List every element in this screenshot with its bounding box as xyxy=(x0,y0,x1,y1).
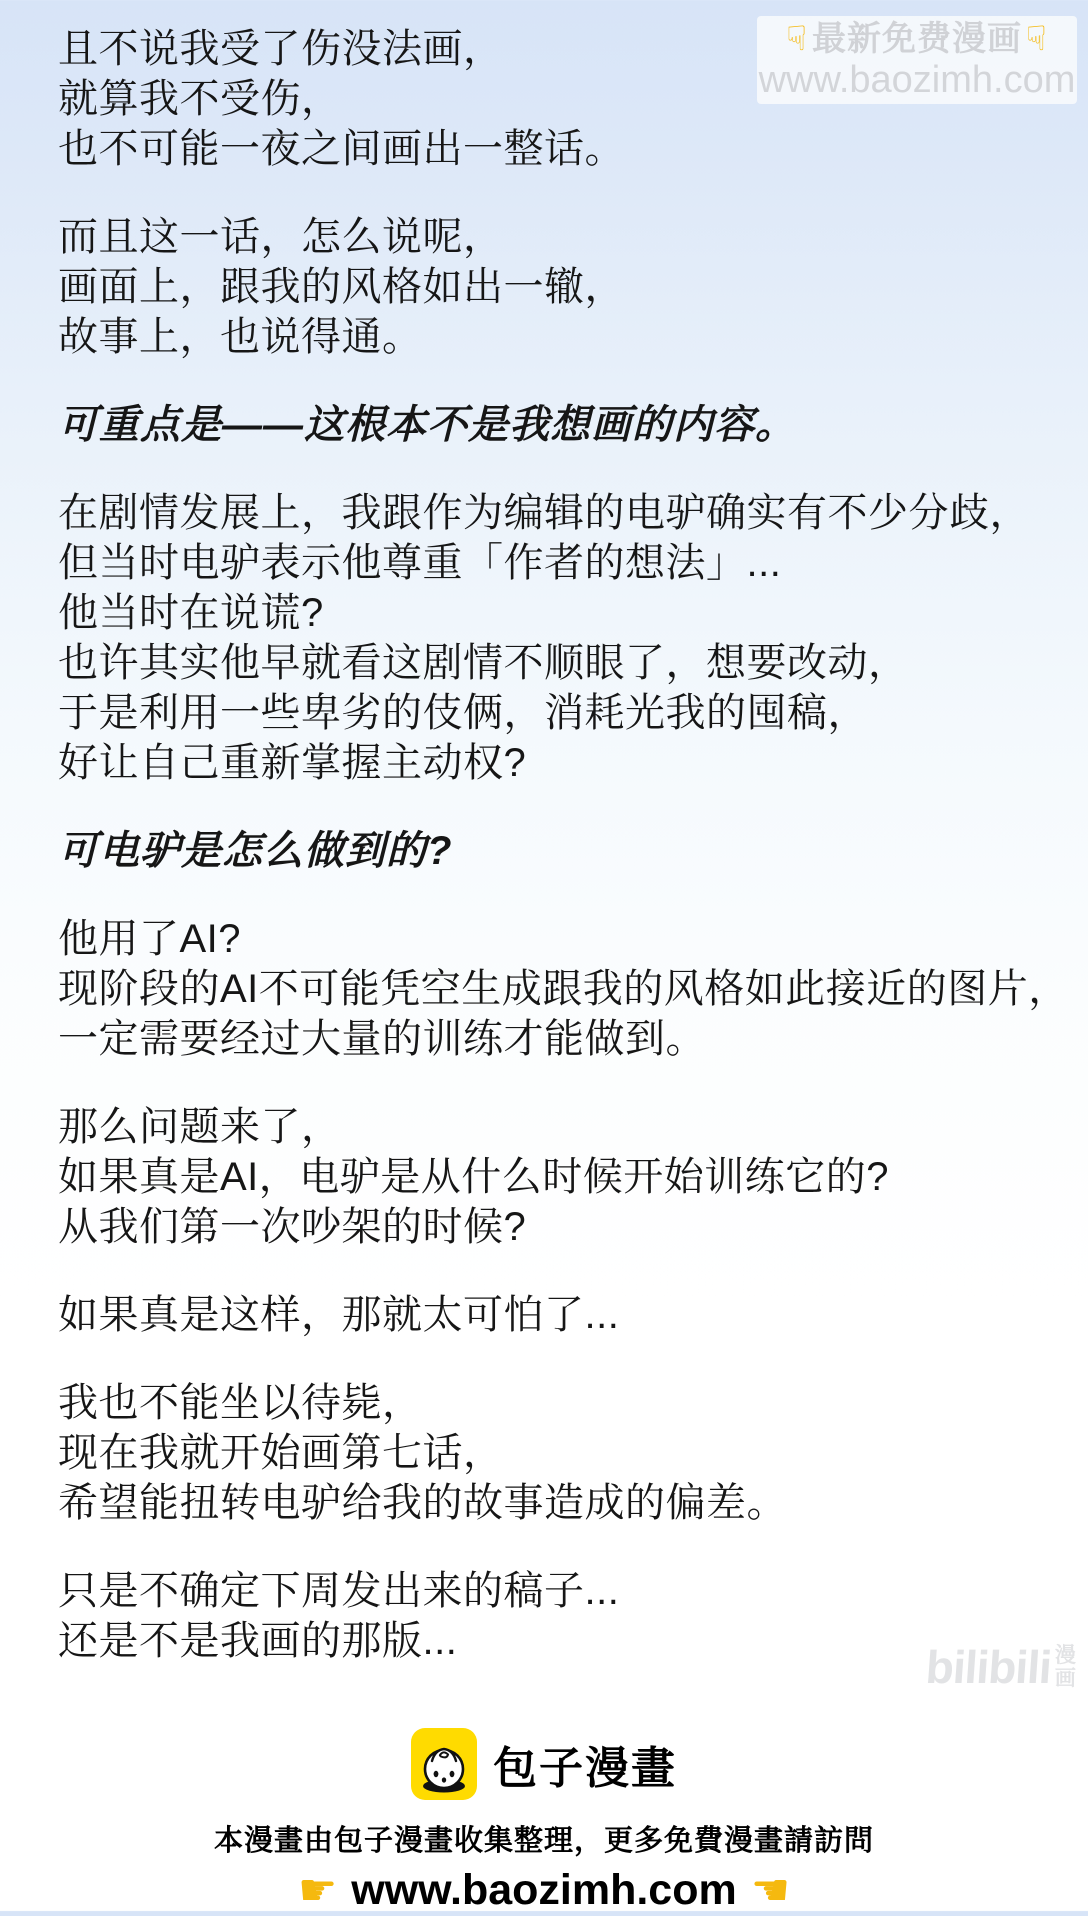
text-line: 那么问题来了， xyxy=(58,1105,342,1149)
hand-down-icon: ☟ xyxy=(786,19,808,59)
paragraph xyxy=(58,1378,1068,1528)
text-block xyxy=(58,24,1068,1704)
text-line: 我也不能坐以待毙， xyxy=(58,1381,423,1425)
hand-right-icon: ☛ xyxy=(297,1865,338,1916)
watermark-url: www.baozimh.com xyxy=(758,59,1076,101)
text-line: 如果真是AI，电驴是从什么时候开始训练它的? xyxy=(58,1155,890,1199)
baozi-logo-icon xyxy=(411,1728,477,1800)
text-line: 一定需要经过大量的训练才能做到。 xyxy=(58,1017,706,1061)
text-line: 现在我就开始画第七话， xyxy=(58,1431,504,1475)
bilibili-logo-text: bilibili xyxy=(924,1641,1053,1693)
text-line: 从我们第一次吵架的时候? xyxy=(58,1205,527,1249)
text-line: 还是不是我画的那版... xyxy=(58,1619,458,1663)
text-line: 如果真是这样，那就太可怕了... xyxy=(58,1293,620,1337)
hand-left-icon: ☚ xyxy=(750,1865,791,1916)
paragraph-emphasis xyxy=(58,826,1068,876)
paragraph xyxy=(58,1566,1068,1666)
paragraph xyxy=(58,1102,1068,1252)
text-line: 现阶段的AI不可能凭空生成跟我的风格如此接近的图片， xyxy=(58,967,1069,1011)
footer xyxy=(0,1726,1088,1916)
bilibili-manhua-char: 画 xyxy=(1054,1667,1076,1690)
text-line: 好让自己重新掌握主动权? xyxy=(58,741,527,785)
text-line: 他用了AI? xyxy=(58,917,242,961)
footer-url-row xyxy=(0,1865,1088,1916)
paragraph xyxy=(58,24,1068,174)
brand-name: 包子漫畫 xyxy=(493,1744,677,1793)
bilibili-manhua-char: 漫 xyxy=(1054,1644,1076,1667)
text-line: 也许其实他早就看这剧情不顺眼了，想要改动， xyxy=(58,641,909,685)
text-line: 画面上，跟我的风格如出一辙， xyxy=(58,265,625,309)
bilibili-watermark xyxy=(926,1640,1076,1694)
paragraph xyxy=(58,1290,1068,1340)
paragraph xyxy=(58,914,1068,1064)
paragraph-emphasis xyxy=(58,400,1068,450)
text-line: 只是不确定下周发出来的稿子... xyxy=(58,1569,620,1613)
hand-down-icon: ☟ xyxy=(1026,19,1048,59)
footer-note: 本漫畫由包子漫畫收集整理，更多免費漫畫請訪問 xyxy=(213,1825,874,1857)
text-line: 故事上，也说得通。 xyxy=(58,315,423,359)
paragraph xyxy=(58,212,1068,362)
text-line: 而且这一话，怎么说呢， xyxy=(58,215,504,259)
text-line: 在剧情发展上，我跟作为编辑的电驴确实有不少分歧， xyxy=(58,491,1030,535)
watermark-title-text: 最新免费漫画 xyxy=(812,20,1022,58)
text-line: 希望能扭转电驴给我的故事造成的偏差。 xyxy=(58,1481,787,1525)
bilibili-manhua-label xyxy=(1055,1644,1076,1690)
text-line: 且不说我受了伤没法画， xyxy=(58,27,504,71)
text-line: 就算我不受伤， xyxy=(58,77,342,121)
text-line: 但当时电驴表示他尊重「作者的想法」... xyxy=(58,541,782,585)
paragraph xyxy=(58,488,1068,788)
text-line: 于是利用一些卑劣的伎俩，消耗光我的囤稿， xyxy=(58,691,868,735)
text-line: 他当时在说谎? xyxy=(58,591,324,635)
footer-url: www.baozimh.com xyxy=(351,1866,737,1914)
text-line: 也不可能一夜之间画出一整话。 xyxy=(58,127,625,171)
text-line: 可电驴是怎么做到的? xyxy=(58,829,453,873)
text-line: 可重点是——这根本不是我想画的内容。 xyxy=(58,403,796,447)
brand-row xyxy=(0,1726,1088,1802)
